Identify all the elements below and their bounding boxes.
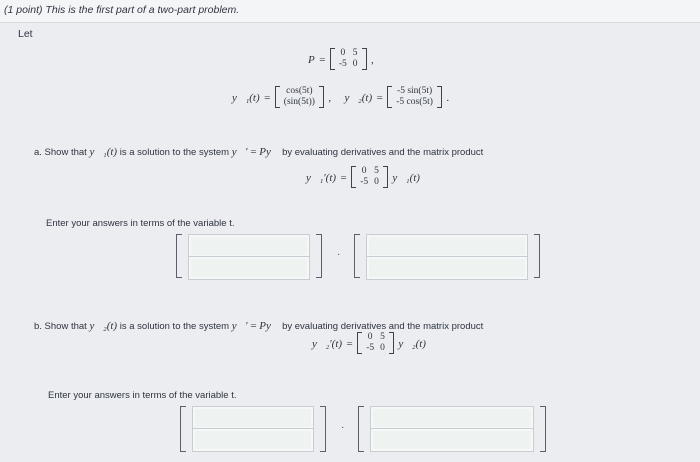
part-a-answer-2-input[interactable] [189, 257, 309, 279]
part-b-eq-lhs: y⃗₂′(t) [312, 338, 343, 351]
y1-vector [275, 86, 324, 108]
vector-separator: , [328, 92, 332, 105]
y1-entry: (sin(5t)) [283, 97, 315, 107]
part-a-eq-rhs: y⃗₁(t) [392, 172, 420, 185]
part-a-instruction: Enter your answers in terms of the variable t. [46, 218, 235, 229]
part-a-answer-4-input[interactable] [367, 257, 527, 279]
matrix-p-eq: = [319, 54, 326, 67]
part-b-vec: y⃗₂(t) [89, 320, 118, 332]
y1-label: y⃗₁(t) [232, 92, 260, 105]
part-b-sys-lhs: y⃗′ [231, 320, 248, 332]
vectors-definition [232, 86, 449, 108]
y2-label: y⃗₂(t) [344, 92, 373, 105]
part-a-answer-1-box [188, 234, 310, 258]
part-b-sys-eq: = [247, 320, 260, 332]
y1-entry: cos(5t) [286, 86, 313, 96]
part-a-matrix [351, 166, 388, 188]
part-b-equation [312, 332, 426, 354]
part-b-matrix [357, 332, 394, 354]
part-a-answer-3-input[interactable] [367, 235, 527, 257]
part-b-suffix: by evaluating derivatives and the matrix product [279, 321, 484, 332]
part-a-eq-lhs: y⃗₁′(t) [306, 172, 337, 185]
part-a-right-bracket-2 [534, 234, 540, 278]
part-b-matrix-cell: -5 [366, 343, 375, 353]
part-b-prefix: b. Show that [34, 321, 90, 332]
matrix-p [330, 48, 367, 70]
part-b-answer-1-input[interactable] [193, 407, 313, 429]
matrix-p-cell: 0 [352, 59, 358, 69]
part-a-left-bracket-2 [354, 234, 360, 278]
part-b-answer-2-input[interactable] [193, 429, 313, 451]
part-a-suffix: by evaluating derivatives and the matrix product [279, 147, 484, 158]
part-b-answer-4-box [370, 428, 534, 452]
matrix-p-punct: , [370, 54, 374, 67]
part-b-answer-3-box [370, 406, 534, 430]
part-a-answer-1-input[interactable] [189, 235, 309, 257]
part-a-matrix-cell: 0 [361, 166, 367, 176]
part-a-equation [306, 166, 420, 188]
matrix-p-cell: 0 [340, 48, 346, 58]
part-b-eq-rhs: y⃗₂(t) [398, 338, 426, 351]
part-a-question [34, 146, 483, 158]
vectors-end: . [446, 92, 450, 105]
part-a-matrix-cell: 0 [374, 177, 379, 187]
part-b-dot: · [341, 422, 345, 433]
matrix-p-definition [308, 48, 374, 70]
part-b-right-bracket-1 [320, 406, 326, 452]
part-b-sys-rhs: Py⃗ [259, 320, 280, 332]
y1-eq: = [264, 92, 271, 105]
part-b-matrix-cell: 0 [367, 332, 373, 342]
matrix-p-label: P [308, 54, 315, 67]
part-a-sys-rhs: Py⃗ [259, 146, 280, 158]
part-b-question [34, 320, 483, 332]
y2-vector [387, 86, 442, 108]
part-a-dot: · [337, 249, 341, 260]
part-a-eq-sign: = [340, 172, 347, 185]
y2-eq: = [376, 92, 383, 105]
part-b-instruction: Enter your answers in terms of the variable t. [48, 390, 237, 401]
part-b-mid: is a solution to the system [117, 321, 232, 332]
part-a-matrix-cell: -5 [360, 177, 369, 187]
header-text: (1 point) This is the first part of a two-part problem. [4, 4, 240, 16]
part-b-right-bracket-2 [540, 406, 546, 452]
part-a-prefix: a. Show that [34, 147, 90, 158]
part-a-answer-3-box [366, 234, 528, 258]
part-a-sys-eq: = [247, 146, 260, 158]
part-a-left-bracket-1 [176, 234, 182, 278]
part-a-answer-2-box [188, 256, 310, 280]
part-b-answer-2-box [192, 428, 314, 452]
problem-header [0, 0, 700, 23]
part-a-vec: y⃗₁(t) [89, 146, 118, 158]
part-a-mid: is a solution to the system [117, 147, 232, 158]
let-label: Let [18, 28, 33, 40]
part-a-right-bracket-1 [316, 234, 322, 278]
part-b-left-bracket-1 [180, 406, 186, 452]
part-a-matrix-cell: 5 [374, 166, 379, 176]
y2-entry: -5 sin(5t) [397, 86, 433, 96]
part-b-answer-4-input[interactable] [371, 429, 533, 451]
part-b-matrix-cell: 0 [380, 343, 385, 353]
part-a-answer-4-box [366, 256, 528, 280]
part-b-left-bracket-2 [358, 406, 364, 452]
matrix-p-cell: -5 [338, 59, 347, 69]
part-b-answer-3-input[interactable] [371, 407, 533, 429]
part-a-sys-lhs: y⃗′ [231, 146, 248, 158]
y2-entry: -5 cos(5t) [396, 97, 433, 107]
part-b-answer-1-box [192, 406, 314, 430]
part-b-eq-sign: = [346, 338, 353, 351]
part-b-matrix-cell: 5 [380, 332, 385, 342]
matrix-p-cell: 5 [352, 48, 358, 58]
